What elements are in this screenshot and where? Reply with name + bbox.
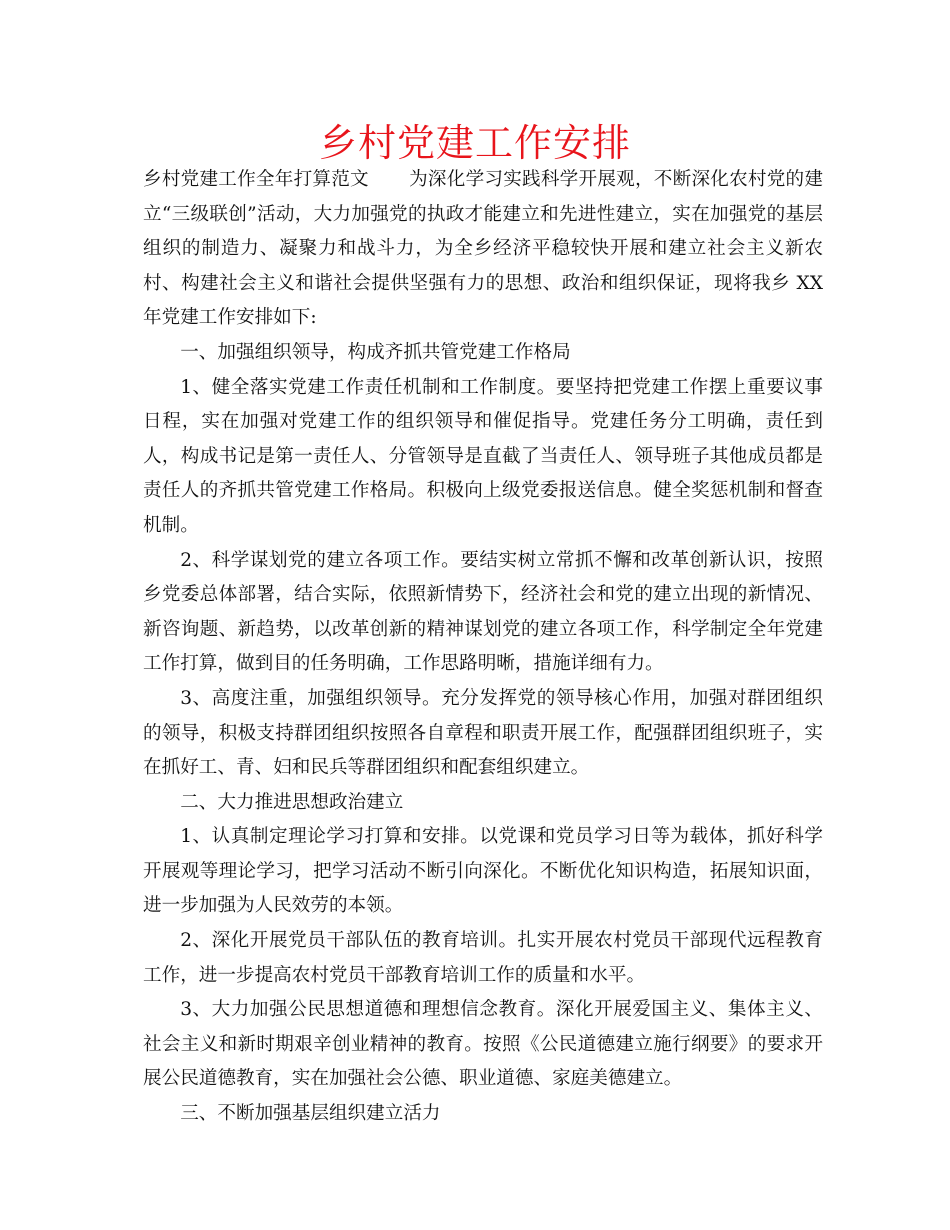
paragraph-2-3: 3、大力加强公民思想道德和理想信念教育。深化开展爱国主义、集体主义、社会主义和新时期艰辛创业精神的教育。按照《公民道德建立施行纲要》的要求开展公民道德教育，实在加强社会公德、职业道德、家庭美德建立。 xyxy=(143,999,823,1090)
section-heading-3: 三、不断加强基层组织建立活力 xyxy=(180,1103,441,1125)
intro-paragraph xyxy=(143,163,823,336)
document-body xyxy=(143,163,823,1132)
intro-text: 为深化学习实践科学开展观，不断深化农村党的建立“三级联创”活动，大力加强党的执政才能建立和先进性建立，实在加强党的基层组织的制造力、凝聚力和战斗力，为全乡经济平稳较快开展和建立社会主义新农村、构建社会主义和谐社会提供坚强有力的思想、政治和组织保证，现将我乡 XX 年党建工作安排如下: xyxy=(143,169,823,329)
paragraph-1-1: 1、健全落实党建工作责任机制和工作制度。要坚持把党建工作摆上重要议事日程，实在加强对党建工作的组织领导和催促指导。党建任务分工明确，责任到人，构成书记是第一责任人、分管领导是直截了当责任人、领导班子其他成员都是责任人的齐抓共管党建工作格局。积极向上级党委报送信息。健全奖惩机制和督查机制。 xyxy=(143,376,823,536)
section-heading-2: 二、大力推进思想政治建立 xyxy=(180,791,404,813)
paragraph-2-2: 2、深化开展党员干部队伍的教育培训。扎实开展农村党员干部现代远程教育工作，进一步提高农村党员干部教育培训工作的质量和水平。 xyxy=(143,930,823,986)
document-title: 乡村党建工作安排 xyxy=(318,121,631,165)
section-heading-1: 一、加强组织领导，构成齐抓共管党建工作格局 xyxy=(180,341,571,363)
paragraph-2-1: 1、认真制定理论学习打算和安排。以党课和党员学习日等为载体，抓好科学开展观等理论学习，把学习活动不断引向深化。不断优化知识构造，拓展知识面，进一步加强为人民效劳的本领。 xyxy=(143,826,823,917)
intro-label: 乡村党建工作全年打算范文 xyxy=(143,169,369,190)
paragraph-1-3: 3、高度注重，加强组织领导。充分发挥党的领导核心作用，加强对群团组织的领导，积极支持群团组织按照各自章程和职责开展工作，配强群团组织班子，实在抓好工、青、妇和民兵等群团组织和配套组织建立。 xyxy=(143,687,823,779)
paragraph-1-2: 2、科学谋划党的建立各项工作。要结实树立常抓不懈和改革创新认识，按照乡党委总体部署，结合实际，依照新情势下，经济社会和党的建立出现的新情况、新咨询题、新趋势，以改革创新的精神谋划党的建立各项工作，科学制定全年党建工作打算，做到目的任务明确，工作思路明晰，措施详细有力。 xyxy=(143,549,823,675)
